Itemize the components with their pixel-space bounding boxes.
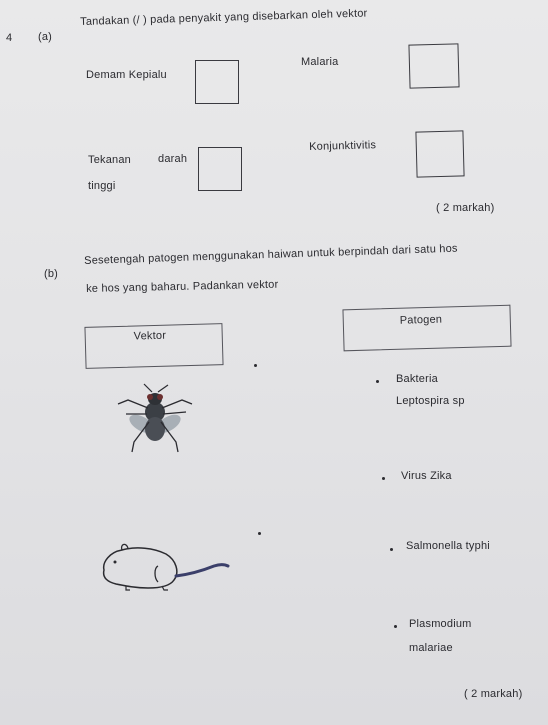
part-b-instruction-line2: ke hos yang baharu. Padankan vektor: [86, 278, 279, 295]
item-tekanan-darah-word2: darah: [158, 153, 188, 165]
pathogen-dot-salmonella[interactable]: [390, 548, 393, 551]
pathogen-virus-zika: Virus Zika: [401, 470, 452, 482]
part-b-label: (b): [44, 268, 59, 280]
item-konjunktivitis: Konjunktivitis: [309, 139, 377, 153]
checkbox-demam-kepialu[interactable]: [195, 60, 239, 104]
pathogen-dot-bakteria[interactable]: [376, 380, 379, 383]
checkbox-tekanan-darah-tinggi[interactable]: [198, 147, 242, 191]
vector-dot-rat[interactable]: [258, 532, 261, 535]
checkbox-malaria[interactable]: [408, 43, 459, 88]
item-tekanan-darah-word3: tinggi: [88, 180, 116, 192]
pathogen-bakteria: Bakteria: [396, 373, 438, 385]
item-malaria: Malaria: [301, 56, 339, 68]
vector-dot-fly[interactable]: [254, 364, 257, 367]
pathogen-salmonella: Salmonella typhi: [406, 540, 490, 552]
part-b-instruction-line1: Sesetengah patogen menggunakan haiwan untuk berpindah dari satu hos: [84, 242, 458, 267]
pathogen-plasmodium: Plasmodium: [409, 618, 472, 630]
vektor-header-box: [84, 323, 223, 369]
pathogen-dot-plasmodium[interactable]: [394, 625, 397, 628]
vektor-header: Vektor: [133, 329, 167, 343]
part-a-marks: ( 2 markah): [436, 202, 495, 214]
part-a-instruction: Tandakan (/ ) pada penyakit yang disebarkan oleh vektor: [80, 7, 368, 28]
checkbox-konjunktivitis[interactable]: [415, 130, 464, 177]
question-number: 4: [6, 32, 13, 44]
pathogen-dot-virus-zika[interactable]: [382, 477, 385, 480]
pathogen-leptospira: Leptospira sp: [396, 395, 465, 407]
patogen-header: Patogen: [399, 313, 443, 327]
part-b-marks: ( 2 markah): [464, 688, 523, 700]
item-tekanan-darah-word1: Tekanan: [88, 154, 131, 166]
item-demam-kepialu: Demam Kepialu: [86, 69, 167, 81]
pathogen-malariae: malariae: [409, 642, 453, 654]
rat-icon: [96, 540, 236, 596]
housefly-icon: [108, 382, 200, 454]
part-a-label: (a): [38, 31, 53, 43]
patogen-header-box: [342, 305, 511, 352]
